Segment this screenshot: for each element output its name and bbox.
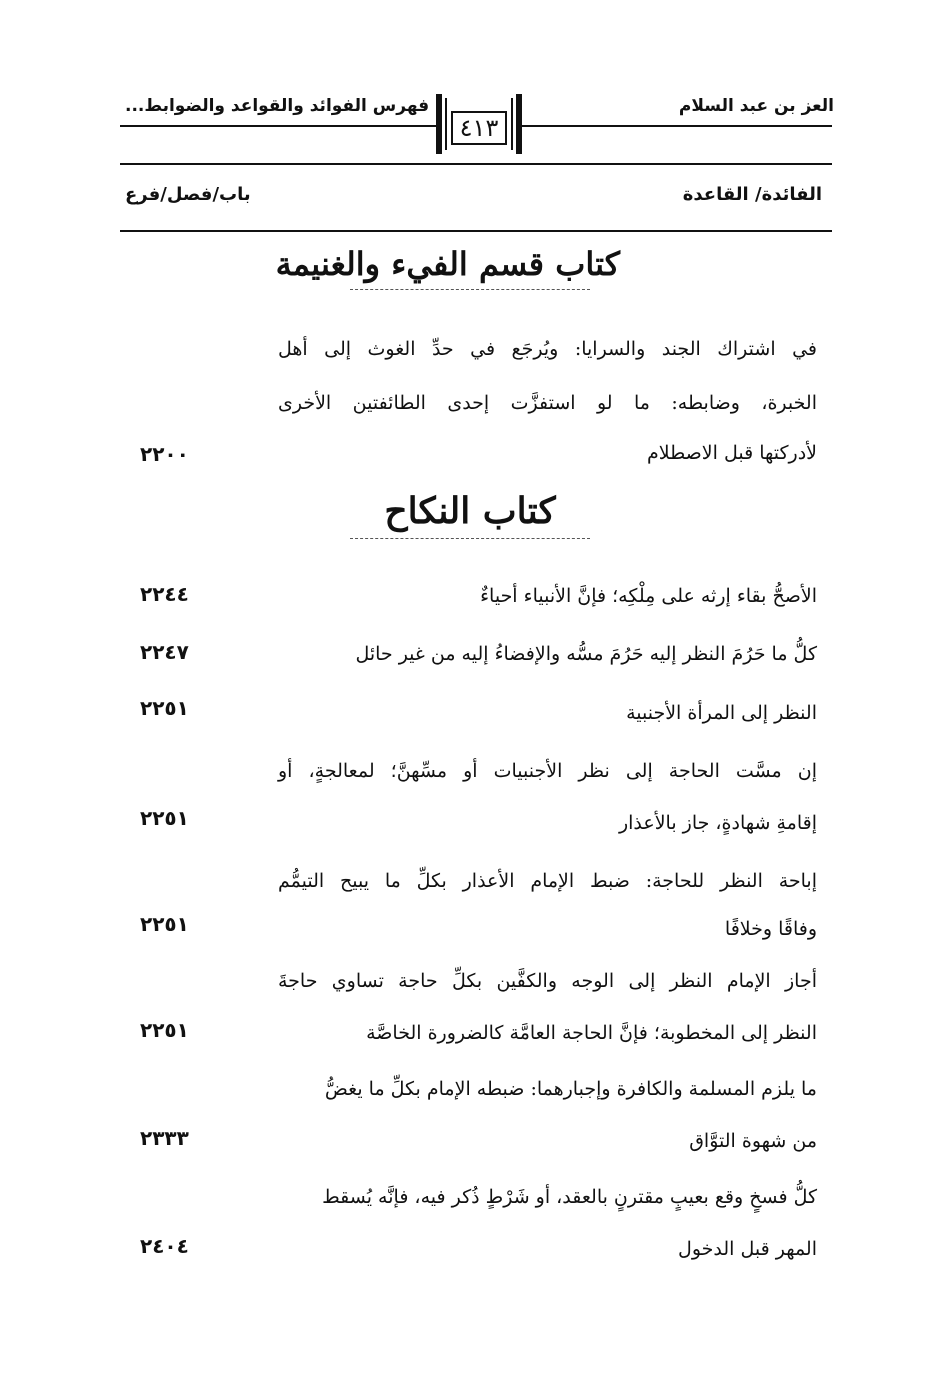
entry-line: إباحة النظر للحاجة: ضبط الإمام الأعذار بكلِّ ما يبيح التيمُّم [278, 870, 817, 892]
section-title-marriage [320, 490, 620, 539]
column-header-top-rule [120, 163, 832, 165]
column-header-bottom-rule [120, 230, 832, 232]
entry-reference: ٢٢٥١ [140, 912, 189, 936]
entry-reference: ٢٢٥١ [140, 806, 189, 830]
running-head-author: العز بن عبد السلام [678, 96, 834, 116]
title-ornament [350, 532, 590, 539]
entry-line: النظر إلى المرأة الأجنبية [626, 702, 817, 724]
section-title-text: كتاب قسم الفيء والغنيمة [275, 245, 620, 283]
entry-line: النظر إلى المخطوبة؛ فإنَّ الحاجة العامَّة كالضرورة الخاصَّة [366, 1022, 817, 1044]
entry-reference: ٢٢٤٧ [140, 640, 189, 664]
running-head-index-title: فهرس الفوائد والقواعد والضوابط... [125, 96, 430, 116]
section-title-booty [275, 245, 620, 290]
entry-line: وفاقًا وخلافًا [724, 918, 817, 940]
entry-line: ما يلزم المسلمة والكافرة وإجبارهما: ضبطه الإمام بكلِّ ما يغضُّ [324, 1078, 817, 1100]
entry-line: من شهوة التوَّاق [689, 1130, 817, 1152]
column-label-reference: باب/فصل/فرع [125, 184, 251, 205]
page-number-frame [436, 94, 522, 154]
entry-reference: ٢٤٠٤ [140, 1234, 189, 1258]
entry-line: المهر قبل الدخول [678, 1238, 817, 1260]
entry-line: أجاز الإمام النظر إلى الوجه والكفَّين بكلِّ حاجة تساوي حاجةَ [278, 970, 817, 992]
entry-line: الأصحُّ بقاء إرثه على مِلْكِه؛ فإنَّ الأنبياء أحياءٌ [480, 585, 817, 607]
entry-reference: ٢٢٥١ [140, 696, 189, 720]
entry-line: الخبرة، وضابطه: ما لو استفزَّت إحدى الطائفتين الأخرى [278, 392, 817, 414]
entry-reference: ٢٢٠٠ [140, 442, 189, 466]
entry-line: في اشتراك الجند والسرايا: ويُرجَع في حدِّ الغوث إلى أهل [278, 338, 817, 360]
entry-line: إن مسَّت الحاجة إلى نظر الأجنبيات أو مسِّهنَّ؛ لمعالجةٍ، أو [278, 760, 817, 782]
entry-reference: ٢٢٤٤ [140, 582, 189, 606]
section-title-text: كتاب النكاح [384, 490, 556, 532]
entry-line: لأدركتها قبل الاصطلام [646, 442, 817, 464]
page-number: ٤١٣ [451, 111, 507, 145]
entry-reference: ٢٣٣٣ [140, 1126, 189, 1150]
title-ornament [350, 283, 590, 290]
entry-line: كلُّ فسخٍ وقع بعيبٍ مقترنٍ بالعقد، أو شَرْطٍ ذُكر فيه، فإنَّه يُسقط [322, 1186, 817, 1208]
entry-line: إقامةِ شهادةٍ، جاز بالأعذار [618, 812, 817, 834]
column-label-rule: الفائدة/ القاعدة [682, 184, 822, 205]
entry-reference: ٢٢٥١ [140, 1018, 189, 1042]
entry-line: كلُّ ما حَرُمَ النظر إليه حَرُمَ مسُّه والإفضاءُ إليه من غير حائل [355, 643, 817, 665]
